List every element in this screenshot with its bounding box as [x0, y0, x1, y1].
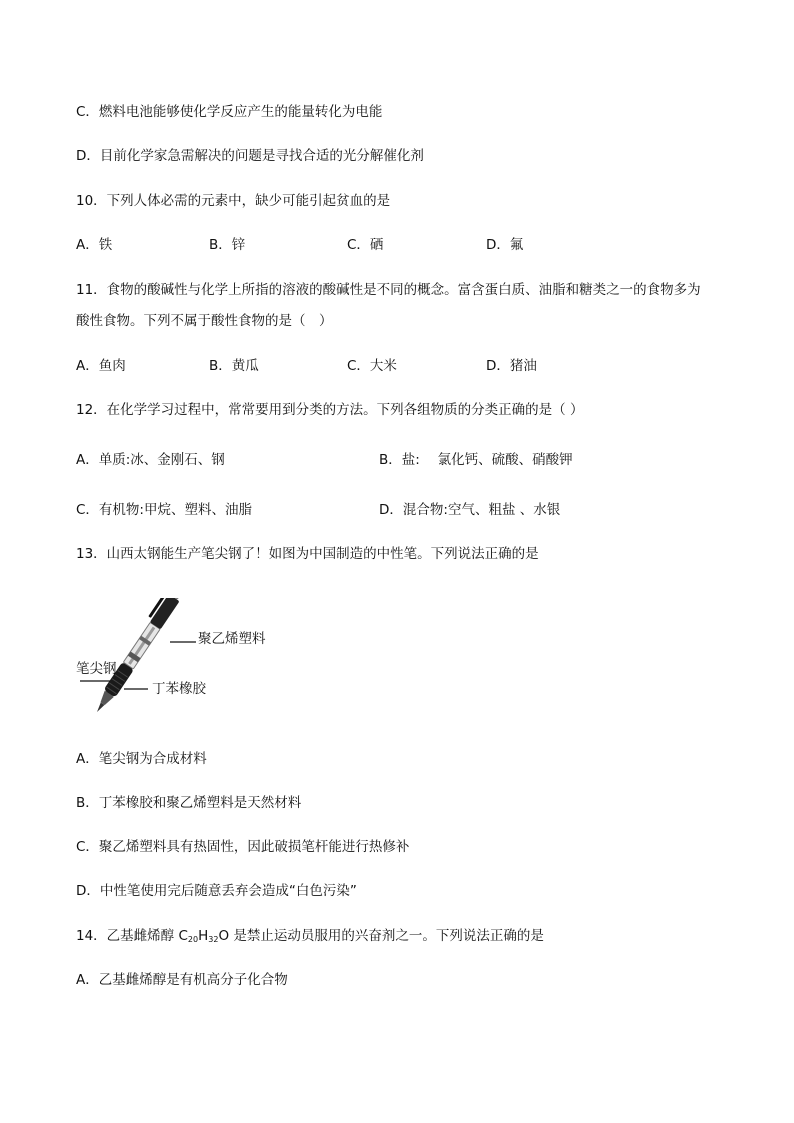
q13-stem: 13．山西太钢能生产笔尖钢了！如图为中国制造的中性笔。下列说法正确的是 [76, 546, 539, 562]
label-sbr-rubber: 丁苯橡胶 [152, 681, 206, 697]
pen-tip [95, 702, 104, 713]
q12-option-a: A．单质:冰、金刚石、钢 [76, 452, 225, 468]
q14-stem-post: O 是禁止运动员服用的兴奋剂之一。下列说法正确的是 [218, 928, 544, 944]
q14-sub-32: 32 [208, 935, 219, 944]
q11-option-c: C．大米 [347, 358, 397, 374]
q14-h: H [198, 928, 209, 944]
label-polyethylene: 聚乙烯塑料 [198, 631, 266, 647]
q10-option-c: C．硒 [347, 237, 384, 253]
q10-option-a: A．铁 [76, 237, 113, 253]
q12-option-b: B．盐: 氯化钙、硫酸、硝酸钾 [379, 452, 573, 468]
q12-option-c: C．有机物:甲烷、塑料、油脂 [76, 502, 252, 518]
q10-option-d: D．氟 [486, 237, 524, 253]
q10-stem: 10．下列人体必需的元素中，缺少可能引起贫血的是 [76, 193, 391, 209]
pen-upper-body [150, 598, 180, 629]
q14-stem-pre: 14．乙基雌烯醇 C [76, 928, 188, 944]
q13-option-d: D．中性笔使用完后随意丢弃会造成“白色污染” [76, 883, 357, 899]
pen-drawing [74, 598, 284, 718]
pen-figure [74, 598, 284, 718]
label-pen-tip-steel: 笔尖钢 [76, 661, 117, 677]
q12-stem: 12．在化学学习过程中，常常要用到分类的方法。下列各组物质的分类正确的是（ ） [76, 402, 584, 418]
q11-option-b: B．黄瓜 [209, 358, 259, 374]
q10-option-b: B．锌 [209, 237, 246, 253]
q14-sub-20: 20 [187, 935, 199, 944]
q9-option-c: C．燃料电池能够使化学反应产生的能量转化为电能 [76, 104, 383, 120]
q13-option-a: A．笔尖钢为合成材料 [76, 751, 207, 767]
q14-option-a: A．乙基雌烯醇是有机高分子化合物 [76, 972, 288, 988]
q13-option-b: B．丁苯橡胶和聚乙烯塑料是天然材料 [76, 795, 302, 811]
q9-option-d: D．目前化学家急需解决的问题是寻找合适的光分解催化剂 [76, 148, 424, 164]
q11-option-a: A．鱼肉 [76, 358, 126, 374]
q14-stem [76, 926, 544, 950]
q11-option-d: D．猪油 [486, 358, 537, 374]
q11-stem-line1: 11．食物的酸碱性与化学上所指的溶液的酸碱性是不同的概念。富含蛋白质、油脂和糖类之一的食物多为 [76, 282, 701, 298]
q13-option-c: C．聚乙烯塑料具有热固性，因此破损笔杆能进行热修补 [76, 839, 410, 855]
q11-stem-line2: 酸性食物。下列不属于酸性食物的是（ ） [76, 313, 333, 329]
q12-option-d: D．混合物:空气、粗盐 、水银 [379, 502, 561, 518]
